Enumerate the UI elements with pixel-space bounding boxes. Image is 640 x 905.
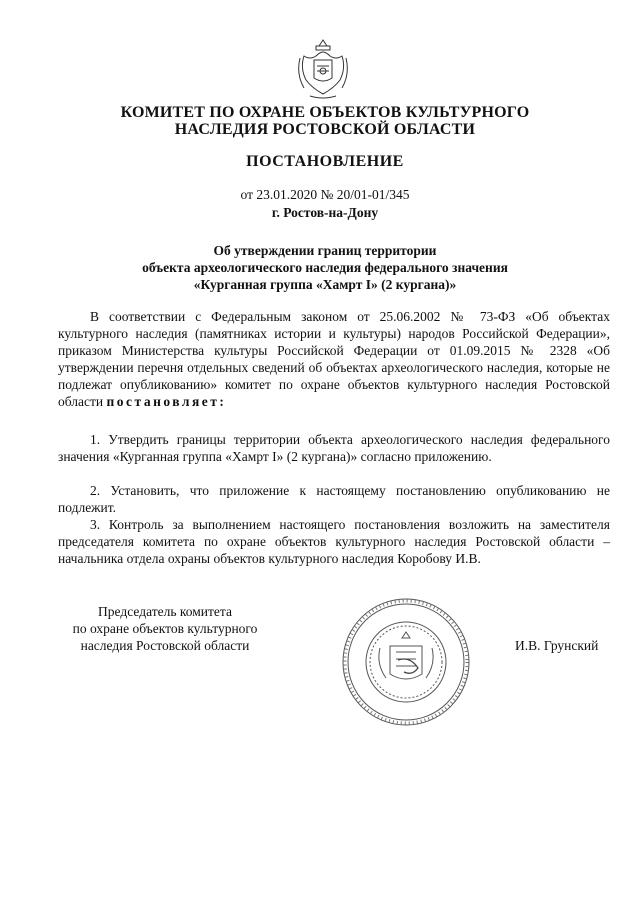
signatory-title xyxy=(60,603,270,654)
subject-line2: объекта археологического наследия федерального значения xyxy=(142,260,508,275)
subject-line1: Об утверждении границ территории xyxy=(213,243,437,258)
signatory-title-line3: наследия Ростовской области xyxy=(80,638,250,653)
document-type: ПОСТАНОВЛЕНИЕ xyxy=(246,153,404,170)
committee-name-line1: КОМИТЕТ ПО ОХРАНЕ ОБЪЕКТОВ КУЛЬТУРНОГО xyxy=(120,104,530,121)
preamble-text: В соответствии с Федеральным законом от 25.06.2002 № 73-ФЗ «Об объектах культурного наследия (памятниках истории и культуры) народов Российской Федерации», приказом Министерства культуры Российской Федерации от 01.09.2015 № 2328 «Об утверждении перечня отдельных сведений об объектах археологического наследия, которые не подлежат опубликованию» комитет по охране объектов культурного наследия Ростовской области xyxy=(58,309,610,409)
decree-word: постановляет: xyxy=(106,394,227,409)
document-city: г. Ростов-на-Дону xyxy=(271,205,379,220)
item-2: 2. Установить, что приложение к настоящему постановлению опубликованию не подлежит. xyxy=(58,483,610,515)
signatory-name: И.В. Грунский xyxy=(515,638,599,653)
document-date-number: от 23.01.2020 № 20/01-01/345 xyxy=(240,187,410,202)
preamble-paragraph xyxy=(58,308,610,410)
committee-name-line2: НАСЛЕДИЯ РОСТОВСКОЙ ОБЛАСТИ xyxy=(174,121,476,138)
signatory-title-line2: по охране объектов культурного xyxy=(72,621,258,636)
subject-line3: «Курганная группа «Хамрт I» (2 кургана)» xyxy=(193,277,457,292)
official-seal-icon xyxy=(340,596,472,728)
coat-of-arms-icon xyxy=(296,38,350,102)
item-3: 3. Контроль за выполнением настоящего постановления возложить на заместителя председателя комитета по охране объектов культурного наследия Ростовской области – начальника отдела охраны объектов культурного наследия Коробову И.В. xyxy=(58,517,610,566)
item-1: 1. Утвердить границы территории объекта археологического наследия федерального значения «Курганная группа «Хамрт I» (2 кургана)» согласно приложению. xyxy=(58,432,610,464)
signatory-title-line1: Председатель комитета xyxy=(98,604,232,619)
